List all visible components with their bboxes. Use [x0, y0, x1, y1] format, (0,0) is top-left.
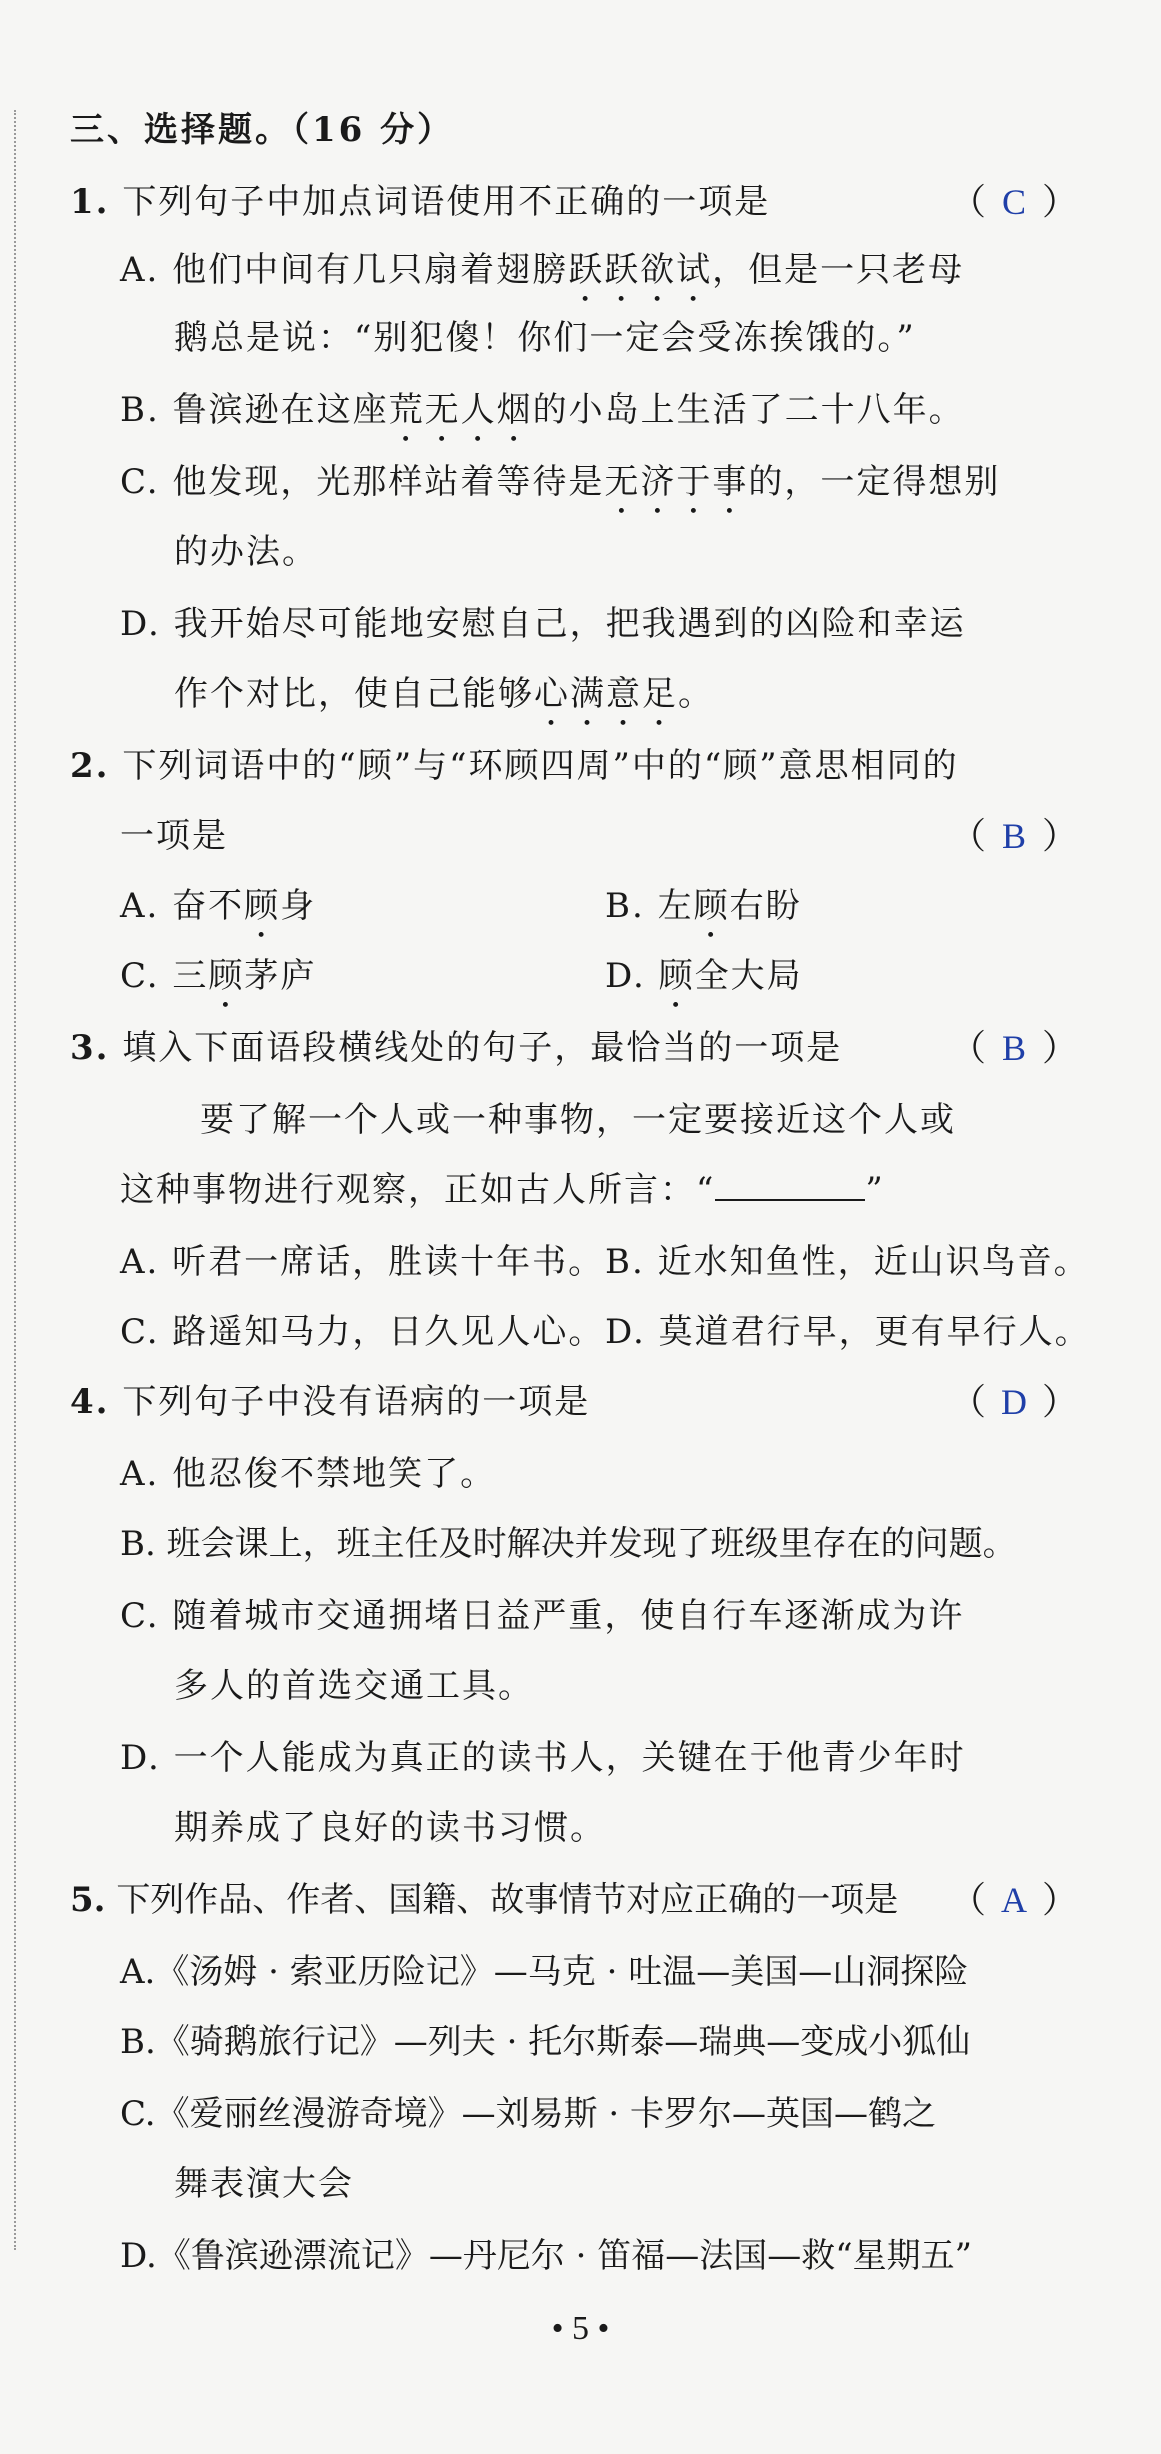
question-2-stem-line2: 一项是 — [120, 816, 228, 856]
question-5-stem: 5. 下列作品、作者、国籍、故事情节对应正确的一项是 — [70, 1880, 899, 1920]
dotted-char: 顾 — [658, 956, 695, 996]
q4-option-d: D. 一个人能成为真正的读书人，关键在于他青少年时 — [120, 1738, 966, 1778]
page-number: • 5 • — [551, 2310, 610, 2347]
question-1-stem: 1. 下列句子中加点词语使用不正确的一项是 — [70, 182, 771, 222]
q5-option-c-line2: 舞表演大会 — [174, 2164, 354, 2204]
q3-option-b: B. 近水知鱼性，近山识鸟音。 — [605, 1242, 1090, 1282]
fill-blank — [715, 1169, 865, 1201]
q1-option-c: C. 他发现，光那样站着等待是无济于事的，一定得想别 — [120, 462, 1001, 502]
q5-option-c: C.《爱丽丝漫游奇境》—刘易斯 · 卡罗尔—英国—鹤之 — [120, 2094, 937, 2134]
q2-option-c: C. 三顾茅庐 — [120, 956, 317, 996]
q5-option-b: B.《骑鹅旅行记》—列夫 · 托尔斯泰—瑞典—变成小狐仙 — [120, 2022, 971, 2062]
question-2-stem: 2. 下列词语中的“顾”与“环顾四周”中的“顾”意思相同的 — [70, 746, 959, 786]
answer-letter: B — [1002, 816, 1027, 856]
q1-option-c-line2: 的办法。 — [174, 532, 318, 572]
q3-option-a: A. 听君一席话，胜读十年书。 — [120, 1242, 605, 1282]
dotted-char: 顾 — [208, 956, 245, 996]
q4-option-c: C. 随着城市交通拥堵日益严重，使自行车逐渐成为许 — [120, 1596, 965, 1636]
q2-option-b: B. 左顾右盼 — [605, 886, 802, 926]
q3-passage-line2: 这种事物进行观察，正如古人所言：“ ” — [120, 1170, 885, 1210]
dotted-phrase: 心满意足 — [534, 674, 678, 714]
q4-option-b: B. 班会课上，班主任及时解决并发现了班级里存在的问题。 — [120, 1524, 1017, 1564]
dotted-char: 顾 — [244, 886, 281, 926]
q3-option-c: C. 路遥知马力，日久见人心。 — [120, 1312, 605, 1352]
dotted-phrase: 跃跃欲试 — [568, 250, 713, 290]
q1-option-a-line2: 鹅总是说：“别犯傻！你们一定会受冻挨饿的。” — [174, 318, 916, 358]
dotted-phrase: 无济于事 — [604, 462, 749, 502]
question-5-answer: （ A ） — [950, 1880, 1079, 1921]
q4-option-c-line2: 多人的首选交通工具。 — [174, 1666, 534, 1706]
q1-option-b: B. 鲁滨逊在这座荒无人烟的小岛上生活了二十八年。 — [120, 390, 965, 430]
q2-option-a: A. 奋不顾身 — [120, 886, 317, 926]
answer-letter: B — [1002, 1028, 1027, 1068]
section-title: 三、选择题。（16 分） — [70, 110, 455, 150]
q4-option-a: A. 他忍俊不禁地笑了。 — [120, 1454, 497, 1494]
question-4-answer: （ D ） — [950, 1382, 1079, 1423]
dotted-char: 顾 — [693, 886, 730, 926]
answer-letter: A — [1001, 1880, 1028, 1920]
q1-option-d: D. 我开始尽可能地安慰自己，把我遇到的凶险和幸运 — [120, 604, 966, 644]
dotted-phrase: 荒无人烟 — [388, 390, 533, 430]
question-3-stem: 3. 填入下面语段横线处的句子，最恰当的一项是 — [70, 1028, 843, 1068]
page-margin-dotted-line — [14, 110, 16, 2250]
q4-option-d-line2: 期养成了良好的读书习惯。 — [174, 1808, 606, 1848]
answer-letter: D — [1001, 1382, 1028, 1422]
q3-passage-line1: 要了解一个人或一种事物，一定要接近这个人或 — [200, 1100, 956, 1140]
answer-letter: C — [1002, 182, 1027, 222]
question-3-answer: （ B ） — [950, 1028, 1079, 1069]
q1-option-a: A. 他们中间有几只扇着翅膀跃跃欲试，但是一只老母 — [120, 250, 965, 290]
q2-option-d: D. 顾全大局 — [605, 956, 803, 996]
question-1-answer: （ C ） — [950, 182, 1079, 223]
q5-option-a: A.《汤姆 · 索亚历险记》—马克 · 吐温—美国—山洞探险 — [120, 1952, 969, 1992]
question-4-stem: 4. 下列句子中没有语病的一项是 — [70, 1382, 591, 1422]
q5-option-d: D.《鲁滨逊漂流记》—丹尼尔 · 笛福—法国—救“星期五” — [120, 2236, 973, 2276]
q3-option-d: D. 莫道君行早，更有早行人。 — [605, 1312, 1091, 1352]
question-2-answer: （ B ） — [950, 816, 1079, 857]
q1-option-d-line2: 作个对比，使自己能够心满意足。 — [174, 674, 714, 714]
